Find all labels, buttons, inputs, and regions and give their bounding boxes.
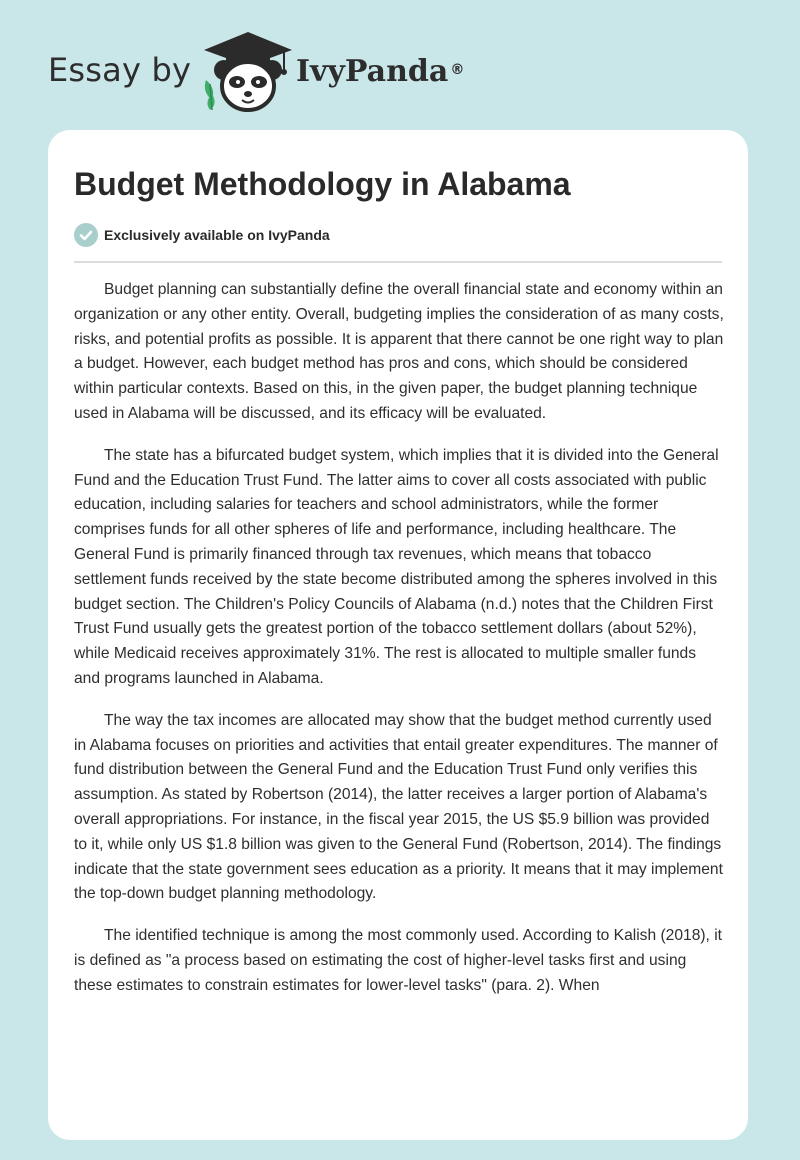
site-header [0,0,800,130]
divider [74,261,722,263]
brand-name[interactable] [296,52,464,92]
panda-logo-icon[interactable] [200,30,296,114]
page-title: Budget Methodology in Alabama [74,166,571,202]
paragraph: The way the tax incomes are allocated may show that the budget method currently used in Alabama focuses on priorities and activities that entail greater expenditures. The manner of fund distribution between the General Fund and the Education Trust Fund only verifies this assumption. As stated by Robertson (2014), the latter receives a larger portion of Alabama's overall appropriations. For instance, in the fiscal year 2015, the US $5.9 billion was provided to it, while only US $1.8 billion was given to the General Fund (Robertson, 2014). The findings indicate that the state government sees education as a priority. It means that it may implement the top-down budget planning methodology. [74,711,723,903]
brand-text: IvyPanda [296,54,449,89]
exclusive-label: Exclusively available on IvyPanda [104,227,330,243]
essay-by-label: Essay by [48,51,192,89]
paragraph: Budget planning can substantially define the overall financial state and economy within an organization or any other entity. Overall, budgeting implies the consideration of as many costs, risks, and potential profits as possible. It is apparent that there cannot be one right way to plan a budget. However, each budget method has pros and cons, which should be considered within particular contexts. Based on this, in the given paper, the budget planning technique used in Alabama will be discussed, and its efficacy will be evaluated. [74,281,724,422]
essay-body [74,278,724,1016]
paragraph: The identified technique is among the most commonly used. According to Kalish (2018), it is defined as "a process based on estimating the cost of higher-level tasks first and using these estimates to constrain estimates for lower-level tasks" (para. 2). When [74,927,723,994]
registered-mark: ® [450,62,465,78]
essay-card [48,130,748,1140]
exclusive-badge [74,222,330,248]
check-circle-icon [74,223,98,247]
paragraph: The state has a bifurcated budget system, which implies that it is divided into the General Fund and the Education Trust Fund. The latter aims to cover all costs associated with public education, including salaries for teachers and school administrators, while the former comprises funds for all other spheres of life and performance, including healthcare. The General Fund is primarily financed through tax revenues, which means that tobacco settlement funds received by the state become distributed among the spheres involved in this budget section. The Children's Policy Councils of Alabama (n.d.) notes that the Children First Trust Fund usually gets the greatest portion of the tobacco settlement dollars (about 52%), while Medicaid receives approximately 31%. The rest is allocated to multiple smaller funds and programs launched in Alabama. [74,446,719,687]
